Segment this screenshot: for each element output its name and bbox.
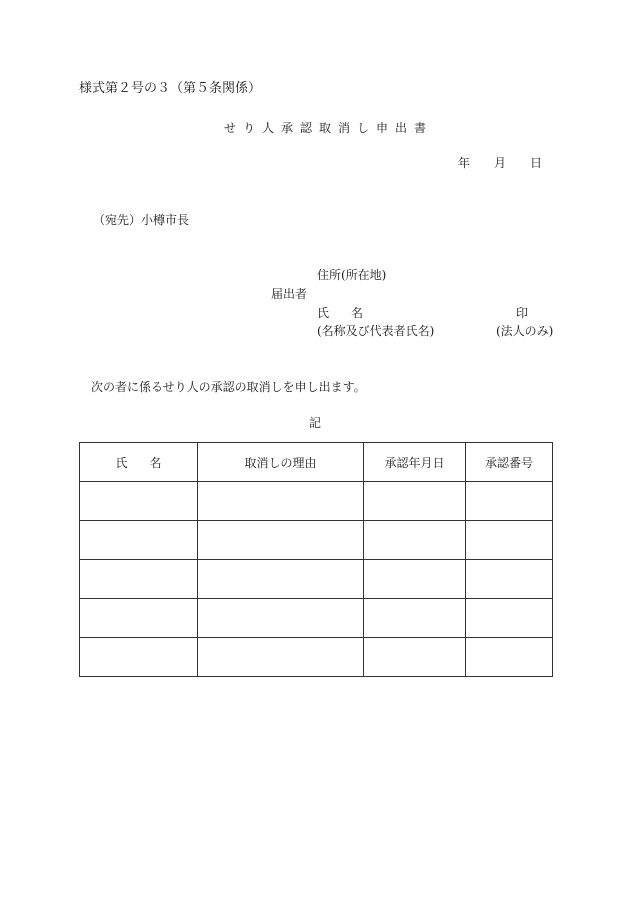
table-header-row — [80, 443, 553, 482]
header-name: 氏名 — [80, 443, 198, 482]
seal-label: 印 — [516, 306, 529, 320]
cell-name[interactable] — [80, 482, 198, 521]
header-approval-date: 承認年月日 — [364, 443, 466, 482]
cell-reason[interactable] — [198, 638, 364, 677]
date-month-label: 月 — [494, 156, 507, 170]
table-row — [80, 560, 553, 599]
address-label: 住所(所在地) — [317, 268, 387, 282]
name-note: (名称及び代表者氏名) — [317, 324, 435, 338]
seal-note: (法人のみ) — [496, 324, 554, 338]
cell-reason[interactable] — [198, 560, 364, 599]
ki-label: 記 — [309, 416, 322, 430]
cell-approval-number[interactable] — [466, 482, 553, 521]
cell-approval-date[interactable] — [364, 482, 466, 521]
records-table — [79, 442, 553, 677]
cell-approval-number[interactable] — [466, 521, 553, 560]
cell-approval-date[interactable] — [364, 599, 466, 638]
header-approval-number: 承認番号 — [466, 443, 553, 482]
cell-reason[interactable] — [198, 521, 364, 560]
cell-name[interactable] — [80, 638, 198, 677]
cell-approval-date[interactable] — [364, 521, 466, 560]
body-text: 次の者に係るせり人の承認の取消しを申し出ます。 — [91, 380, 366, 394]
cell-name[interactable] — [80, 599, 198, 638]
date-day-label: 日 — [530, 156, 543, 170]
addressee: （宛先）小樽市長 — [93, 213, 190, 227]
cell-reason[interactable] — [198, 599, 364, 638]
table-row — [80, 638, 553, 677]
cell-approval-date[interactable] — [364, 560, 466, 599]
date-year-label: 年 — [458, 156, 471, 170]
form-number: 様式第２号の３（第５条関係） — [79, 81, 262, 96]
table-row — [80, 521, 553, 560]
document-title: せり人承認取消し申出書 — [224, 121, 434, 135]
cell-approval-number[interactable] — [466, 560, 553, 599]
cell-name[interactable] — [80, 560, 198, 599]
cell-name[interactable] — [80, 521, 198, 560]
table-row — [80, 599, 553, 638]
table-row — [80, 482, 553, 521]
cell-approval-date[interactable] — [364, 638, 466, 677]
header-reason: 取消しの理由 — [198, 443, 364, 482]
cell-approval-number[interactable] — [466, 599, 553, 638]
cell-reason[interactable] — [198, 482, 364, 521]
applicant-label: 届出者 — [271, 287, 308, 301]
cell-approval-number[interactable] — [466, 638, 553, 677]
name-label: 氏名 — [317, 306, 386, 320]
